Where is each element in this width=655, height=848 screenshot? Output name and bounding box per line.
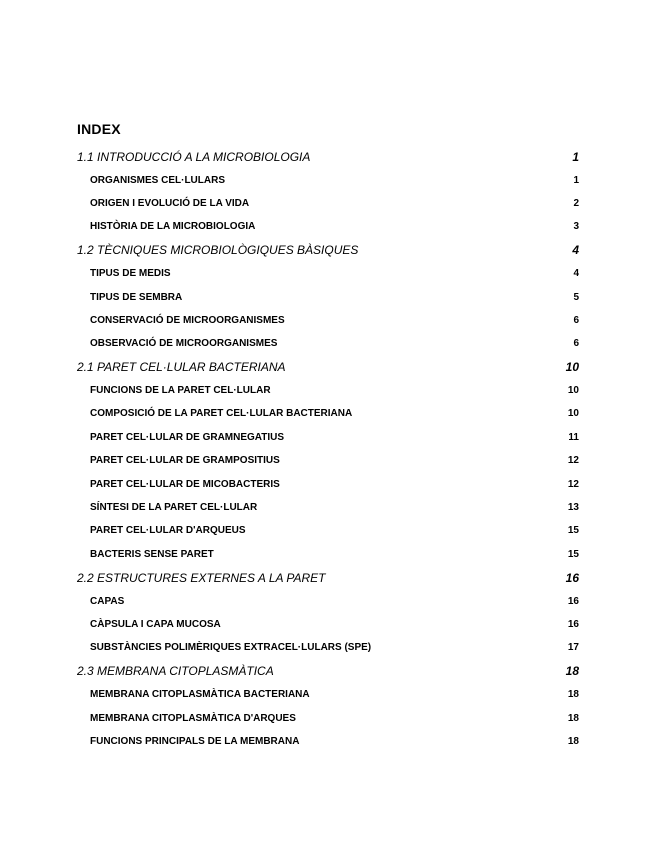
toc-entry-label: CAPAS	[90, 595, 125, 607]
toc-subsection-entry[interactable]	[77, 589, 579, 612]
toc-entry-label: MEMBRANA CITOPLASMÀTICA D'ARQUES	[90, 712, 296, 724]
toc-entry-label: FUNCIONS DE LA PARET CEL·LULAR	[90, 385, 271, 397]
toc-subsection-entry[interactable]	[77, 168, 579, 191]
toc-section-entry[interactable]	[77, 145, 579, 168]
toc-entry-label: 2.2 ESTRUCTURES EXTERNES A LA PARET	[77, 570, 326, 585]
toc-entry-page-number: 16	[567, 595, 579, 607]
toc-entry-page-number: 5	[573, 291, 579, 303]
index-title: INDEX	[77, 121, 121, 137]
toc-entry-page-number: 4	[573, 268, 579, 280]
toc-entry-label: PARET CEL·LULAR DE MICOBACTERIS	[90, 478, 280, 490]
toc-subsection-entry[interactable]	[77, 706, 579, 729]
toc-entry-label: COMPOSICIÓ DE LA PARET CEL·LULAR BACTERIANA	[90, 408, 353, 420]
toc-entry-label: BACTERIS SENSE PARET	[90, 548, 214, 560]
toc-section-entry[interactable]	[77, 239, 579, 262]
toc-entry-label: 2.3 MEMBRANA CITOPLASMÀTICA	[77, 664, 274, 679]
toc-section-entry[interactable]	[77, 566, 579, 589]
toc-subsection-entry[interactable]	[77, 426, 579, 449]
toc-entry-page-number: 1	[572, 149, 579, 164]
toc-entry-page-number: 11	[568, 431, 579, 443]
toc-entry-page-number: 6	[573, 314, 579, 326]
toc-entry-label: PARET CEL·LULAR DE GRAMNEGATIUS	[90, 431, 285, 443]
toc-entry-label: PARET CEL·LULAR DE GRAMPOSITIUS	[90, 455, 280, 467]
toc-section-entry[interactable]	[77, 356, 579, 379]
toc-entry-label: SUBSTÀNCIES POLIMÈRIQUES EXTRACEL·LULARS (SPE)	[90, 642, 372, 654]
toc-entry-page-number: 17	[567, 642, 579, 654]
toc-entry-label: 1.2 TÈCNIQUES MICROBIOLÒGIQUES BÀSIQUES	[77, 243, 359, 258]
toc-entry-page-number: 15	[567, 525, 579, 537]
toc-entry-page-number: 12	[567, 478, 579, 490]
toc-entry-page-number: 10	[565, 360, 579, 375]
toc-entry-page-number: 16	[567, 619, 579, 630]
toc-entry-label: SÍNTESI DE LA PARET CEL·LULAR	[90, 502, 258, 514]
toc-entry-page-number: 3	[573, 221, 579, 233]
toc-entry-page-number: 10	[567, 408, 579, 420]
toc-entry-label: CÀPSULA I CAPA MUCOSA	[90, 619, 221, 630]
toc-entry-page-number: 12	[567, 455, 579, 467]
toc-subsection-entry[interactable]	[77, 379, 579, 402]
toc-subsection-entry[interactable]	[77, 332, 579, 355]
toc-section-entry[interactable]	[77, 660, 579, 683]
toc-subsection-entry[interactable]	[77, 309, 579, 332]
toc-entry-page-number: 18	[565, 664, 579, 679]
toc-entry-page-number: 6	[573, 338, 579, 350]
toc-entry-label: ORIGEN I EVOLUCIÓ DE LA VIDA	[90, 197, 250, 209]
toc-entry-page-number: 18	[567, 689, 579, 701]
toc-subsection-entry[interactable]	[77, 636, 579, 659]
toc-entry-page-number: 18	[567, 712, 579, 724]
toc-subsection-entry[interactable]	[77, 496, 579, 519]
toc-subsection-entry[interactable]	[77, 472, 579, 495]
toc-entry-label: HISTÒRIA DE LA MICROBIOLOGIA	[90, 221, 256, 233]
toc-subsection-entry[interactable]	[77, 285, 579, 308]
toc-entry-label: TIPUS DE SEMBRA	[90, 291, 183, 303]
toc-entry-label: TIPUS DE MEDIS	[90, 268, 171, 280]
toc-subsection-entry[interactable]	[77, 730, 579, 753]
toc-entry-label: OBSERVACIÓ DE MICROORGANISMES	[90, 338, 278, 350]
toc-entry-page-number: 10	[567, 385, 579, 397]
toc-entry-label: ORGANISMES CEL·LULARS	[90, 174, 225, 186]
toc-entry-page-number: 13	[567, 502, 579, 514]
toc-entry-page-number: 4	[572, 243, 579, 258]
toc-subsection-entry[interactable]	[77, 683, 579, 706]
toc-entry-label: MEMBRANA CITOPLASMÀTICA BACTERIANA	[90, 689, 310, 701]
toc-subsection-entry[interactable]	[77, 519, 579, 542]
toc-entry-page-number: 18	[567, 735, 579, 747]
toc-subsection-entry[interactable]	[77, 543, 579, 566]
toc-entry-page-number: 16	[565, 570, 579, 585]
toc-entry-page-number: 15	[567, 548, 579, 560]
toc-entry-page-number: 2	[573, 197, 579, 209]
toc-subsection-entry[interactable]	[77, 215, 579, 238]
toc-entry-label: FUNCIONS PRINCIPALS DE LA MEMBRANA	[90, 735, 300, 747]
toc-entry-label: PARET CEL·LULAR D'ARQUEUS	[90, 525, 246, 537]
table-of-contents	[77, 145, 579, 753]
toc-subsection-entry[interactable]	[77, 402, 579, 425]
toc-subsection-entry[interactable]	[77, 262, 579, 285]
toc-subsection-entry[interactable]	[77, 192, 579, 215]
toc-entry-label: 1.1 INTRODUCCIÓ A LA MICROBIOLOGIA	[77, 149, 311, 164]
toc-subsection-entry[interactable]	[77, 613, 579, 636]
toc-entry-page-number: 1	[573, 174, 579, 186]
toc-subsection-entry[interactable]	[77, 449, 579, 472]
toc-entry-label: 2.1 PARET CEL·LULAR BACTERIANA	[77, 360, 286, 375]
toc-entry-label: CONSERVACIÓ DE MICROORGANISMES	[90, 314, 285, 326]
